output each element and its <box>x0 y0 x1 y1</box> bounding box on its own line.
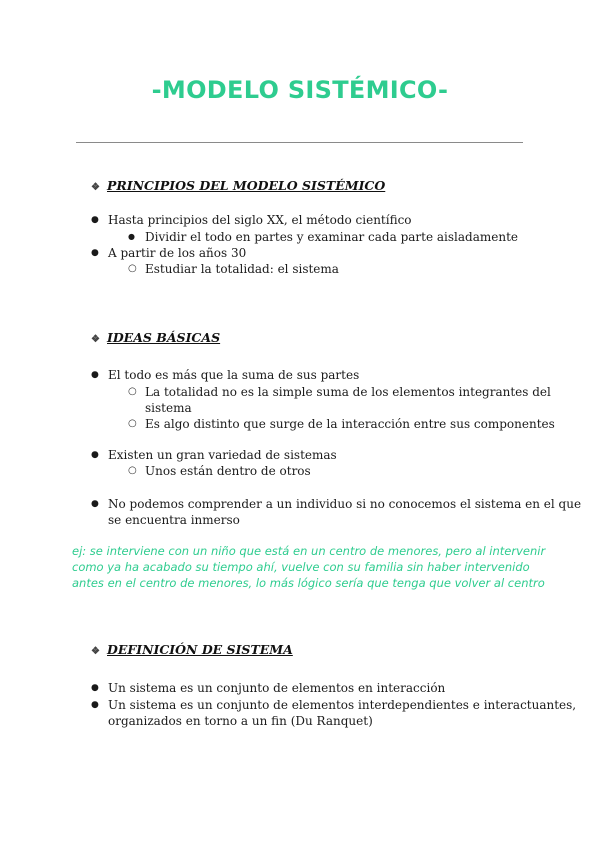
list-subitem: La totalidad no es la simple suma de los elementos integrantes del <box>145 385 551 399</box>
list-item: Un sistema es un conjunto de elementos en interacción <box>108 681 446 695</box>
diamond-bullet-icon: ❖ <box>91 334 100 345</box>
heading-definicion-text: DEFINICIÓN DE SISTEMA <box>107 642 293 657</box>
example-text: ej: se interviene con un niño que está en un centro de menores, pero al intervenir <box>72 544 546 558</box>
list-subitem: Dividir el todo en partes y examinar cada parte aisladamente <box>145 230 518 244</box>
bullet-icon: ● <box>91 370 99 380</box>
list-item: Existen un gran variedad de sistemas <box>108 448 337 462</box>
hollow-bullet-icon: ○ <box>128 386 137 397</box>
list-item: El todo es más que la suma de sus partes <box>108 368 360 382</box>
bullet-icon: ● <box>91 700 99 710</box>
heading-ideas <box>91 330 220 345</box>
list-subitem: Unos están dentro de otros <box>145 464 311 478</box>
heading-principios <box>91 178 385 193</box>
list-subitem-continued: sistema <box>145 401 192 415</box>
heading-ideas-text: IDEAS BÁSICAS <box>107 330 221 345</box>
list-subitem: Estudiar la totalidad: el sistema <box>145 262 339 276</box>
list-item: Hasta principios del siglo XX, el método científico <box>108 213 412 227</box>
list-item-continued: organizados en torno a un fin (Du Ranquet) <box>108 714 373 728</box>
horizontal-divider <box>76 142 523 143</box>
bullet-icon: ● <box>91 215 99 225</box>
bullet-icon: ● <box>91 248 99 258</box>
bullet-icon: ● <box>91 683 99 693</box>
bullet-icon: ● <box>91 450 99 460</box>
page-title: -MODELO SISTÉMICO- <box>151 76 449 104</box>
diamond-bullet-icon: ❖ <box>91 182 100 193</box>
sub-bullet-icon: ● <box>128 232 135 241</box>
hollow-bullet-icon: ○ <box>128 418 137 429</box>
list-subitem: Es algo distinto que surge de la interacción entre sus componentes <box>145 417 555 431</box>
example-text: como ya ha acabado su tiempo ahí, vuelve con su familia sin haber intervenido <box>72 560 530 574</box>
list-item-continued: se encuentra inmerso <box>108 513 240 527</box>
example-text: antes en el centro de menores, lo más lógico sería que tenga que volver al centro <box>72 576 545 590</box>
heading-principios-text: PRINCIPIOS DEL MODELO SISTÉMICO <box>107 178 386 193</box>
hollow-bullet-icon: ○ <box>128 465 137 476</box>
hollow-bullet-icon: ○ <box>128 263 137 274</box>
list-item: Un sistema es un conjunto de elementos interdependientes e interactuantes, <box>108 698 577 712</box>
diamond-bullet-icon: ❖ <box>91 646 100 657</box>
heading-definicion <box>91 642 293 657</box>
bullet-icon: ● <box>91 499 99 509</box>
list-item: A partir de los años 30 <box>108 246 247 260</box>
list-item: No podemos comprender a un individuo si no conocemos el sistema en el que <box>108 497 582 511</box>
